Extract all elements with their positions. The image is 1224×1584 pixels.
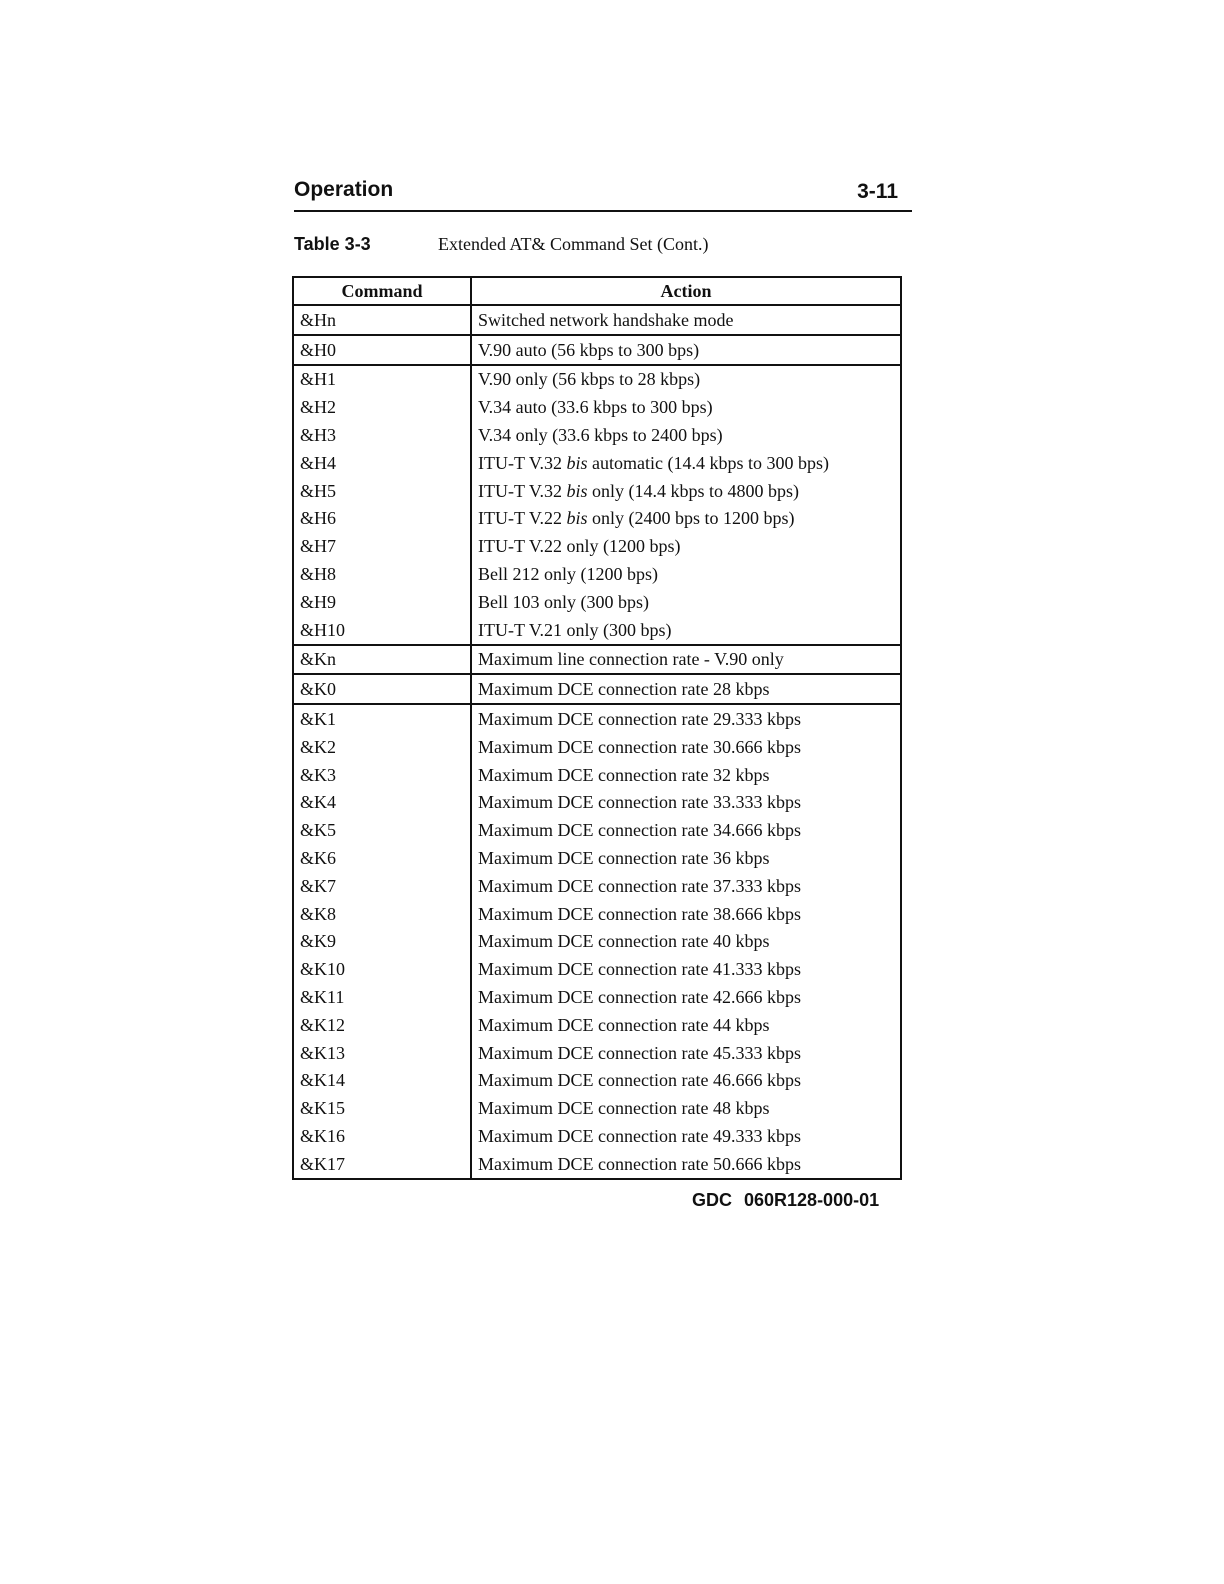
table-header-row [293, 277, 901, 305]
action-emphasis: bis [566, 508, 588, 529]
command-cell: &H9 [293, 588, 471, 616]
command-cell: &K3 [293, 761, 471, 789]
table-row [293, 335, 901, 365]
action-text: Maximum DCE connection rate 28 kbps [478, 679, 770, 700]
table-row [293, 616, 901, 645]
action-text: Maximum DCE connection rate 50.666 kbps [478, 1153, 801, 1174]
table-row [293, 704, 901, 733]
command-cell: &K5 [293, 816, 471, 844]
command-cell: &K11 [293, 983, 471, 1011]
command-cell: &H6 [293, 505, 471, 533]
command-cell: &K9 [293, 928, 471, 956]
action-text: Maximum DCE connection rate 33.333 kbps [478, 792, 801, 813]
command-cell: &K14 [293, 1067, 471, 1095]
table-row [293, 928, 901, 956]
table-row [293, 365, 901, 394]
table-row [293, 1067, 901, 1095]
command-cell: &H5 [293, 477, 471, 505]
action-text: ITU-T V.32 [478, 452, 567, 473]
table-row [293, 674, 901, 704]
command-cell: &K0 [293, 674, 471, 704]
action-cell [471, 305, 901, 335]
table-row [293, 477, 901, 505]
action-cell [471, 505, 901, 533]
action-text: V.90 auto (56 kbps to 300 bps) [478, 339, 700, 360]
table-row [293, 789, 901, 817]
action-cell [471, 421, 901, 449]
table-row [293, 1011, 901, 1039]
action-cell [471, 365, 901, 394]
table-row [293, 645, 901, 675]
command-cell: &H7 [293, 532, 471, 560]
table-row [293, 1150, 901, 1179]
footer-doc-number: 060R128-000-01 [744, 1190, 880, 1210]
command-cell: &Kn [293, 645, 471, 675]
table-row [293, 449, 901, 477]
command-cell: &H2 [293, 393, 471, 421]
action-text: Maximum DCE connection rate 38.666 kbps [478, 903, 801, 924]
action-text-suffix: automatic (14.4 kbps to 300 bps) [587, 452, 830, 473]
action-cell [471, 816, 901, 844]
action-cell [471, 1011, 901, 1039]
action-text-suffix: only (2400 bps to 1200 bps) [587, 508, 795, 529]
action-cell [471, 532, 901, 560]
action-cell [471, 955, 901, 983]
action-text: ITU-T V.21 only (300 bps) [478, 619, 672, 640]
table-row [293, 393, 901, 421]
page-number: 3-11 [857, 180, 898, 203]
action-cell [471, 1039, 901, 1067]
table-row [293, 1122, 901, 1150]
action-text: V.34 auto (33.6 kbps to 300 bps) [478, 397, 713, 418]
action-cell [471, 560, 901, 588]
action-text: Bell 103 only (300 bps) [478, 591, 649, 612]
footer-prefix: GDC [692, 1190, 732, 1210]
action-cell [471, 393, 901, 421]
action-cell [471, 616, 901, 645]
command-cell: &K7 [293, 872, 471, 900]
column-header-command: Command [293, 277, 471, 305]
command-cell: &H10 [293, 616, 471, 645]
action-text: V.90 only (56 kbps to 28 kbps) [478, 369, 701, 390]
action-text-suffix: only (14.4 kbps to 4800 bps) [587, 480, 800, 501]
action-emphasis: bis [566, 480, 588, 501]
action-cell [471, 674, 901, 704]
action-cell [471, 588, 901, 616]
page-header [294, 176, 912, 212]
action-text: Maximum DCE connection rate 48 kbps [478, 1098, 770, 1119]
command-cell: &K17 [293, 1150, 471, 1179]
action-cell [471, 645, 901, 675]
action-cell [471, 872, 901, 900]
action-cell [471, 789, 901, 817]
action-cell [471, 335, 901, 365]
table-row [293, 900, 901, 928]
table-row [293, 1094, 901, 1122]
action-text: Maximum DCE connection rate 40 kbps [478, 931, 770, 952]
command-cell: &K4 [293, 789, 471, 817]
action-text: Maximum DCE connection rate 32 kbps [478, 764, 770, 785]
action-text: Maximum DCE connection rate 36 kbps [478, 848, 770, 869]
action-text: ITU-T V.32 [478, 480, 567, 501]
command-cell: &K10 [293, 955, 471, 983]
action-cell [471, 449, 901, 477]
table-row [293, 588, 901, 616]
command-cell: &K13 [293, 1039, 471, 1067]
table-row [293, 844, 901, 872]
command-cell: &K15 [293, 1094, 471, 1122]
command-cell: &K12 [293, 1011, 471, 1039]
action-text: Maximum DCE connection rate 41.333 kbps [478, 959, 801, 980]
command-cell: &K2 [293, 733, 471, 761]
command-cell: &H3 [293, 421, 471, 449]
table-row [293, 733, 901, 761]
action-text: Maximum DCE connection rate 42.666 kbps [478, 987, 801, 1008]
command-cell: &H0 [293, 335, 471, 365]
action-text: Maximum DCE connection rate 34.666 kbps [478, 820, 801, 841]
action-emphasis: bis [566, 452, 588, 473]
action-cell [471, 704, 901, 733]
action-text: Maximum DCE connection rate 45.333 kbps [478, 1042, 801, 1063]
column-header-action: Action [471, 277, 901, 305]
action-text: Switched network handshake mode [478, 309, 734, 330]
action-text: Maximum DCE connection rate 29.333 kbps [478, 709, 801, 730]
command-cell: &K8 [293, 900, 471, 928]
table-row [293, 872, 901, 900]
action-cell [471, 1122, 901, 1150]
action-cell [471, 761, 901, 789]
action-text: V.34 only (33.6 kbps to 2400 bps) [478, 425, 723, 446]
action-text: Bell 212 only (1200 bps) [478, 564, 658, 585]
action-cell [471, 900, 901, 928]
table-row [293, 421, 901, 449]
action-text: Maximum line connection rate - V.90 only [478, 649, 784, 670]
section-title: Operation [294, 178, 394, 201]
action-text: Maximum DCE connection rate 37.333 kbps [478, 875, 801, 896]
command-cell: &Hn [293, 305, 471, 335]
action-cell [471, 983, 901, 1011]
table-row [293, 955, 901, 983]
command-cell: &H4 [293, 449, 471, 477]
action-cell [471, 1067, 901, 1095]
command-cell: &K1 [293, 704, 471, 733]
command-table [292, 276, 902, 1180]
command-cell: &K16 [293, 1122, 471, 1150]
action-text: Maximum DCE connection rate 49.333 kbps [478, 1126, 801, 1146]
command-cell: &H8 [293, 560, 471, 588]
action-cell [471, 928, 901, 956]
table-label: Table 3-3 [294, 234, 371, 254]
action-cell [471, 1150, 901, 1179]
table-row [293, 532, 901, 560]
action-text: ITU-T V.22 [478, 508, 567, 529]
table-row [293, 305, 901, 335]
document-footer [692, 1190, 879, 1211]
action-cell [471, 477, 901, 505]
command-cell: &H1 [293, 365, 471, 394]
table-row [293, 1039, 901, 1067]
table-row [293, 560, 901, 588]
action-cell [471, 1094, 901, 1122]
action-cell [471, 844, 901, 872]
action-text: Maximum DCE connection rate 30.666 kbps [478, 736, 801, 757]
action-text: Maximum DCE connection rate 44 kbps [478, 1014, 770, 1035]
table-row [293, 761, 901, 789]
table-title: Extended AT& Command Set (Cont.) [438, 234, 709, 254]
action-text: Maximum DCE connection rate 46.666 kbps [478, 1070, 801, 1091]
command-cell: &K6 [293, 844, 471, 872]
table-row [293, 983, 901, 1011]
table-row [293, 816, 901, 844]
action-cell [471, 733, 901, 761]
action-text: ITU-T V.22 only (1200 bps) [478, 536, 681, 557]
table-row [293, 505, 901, 533]
